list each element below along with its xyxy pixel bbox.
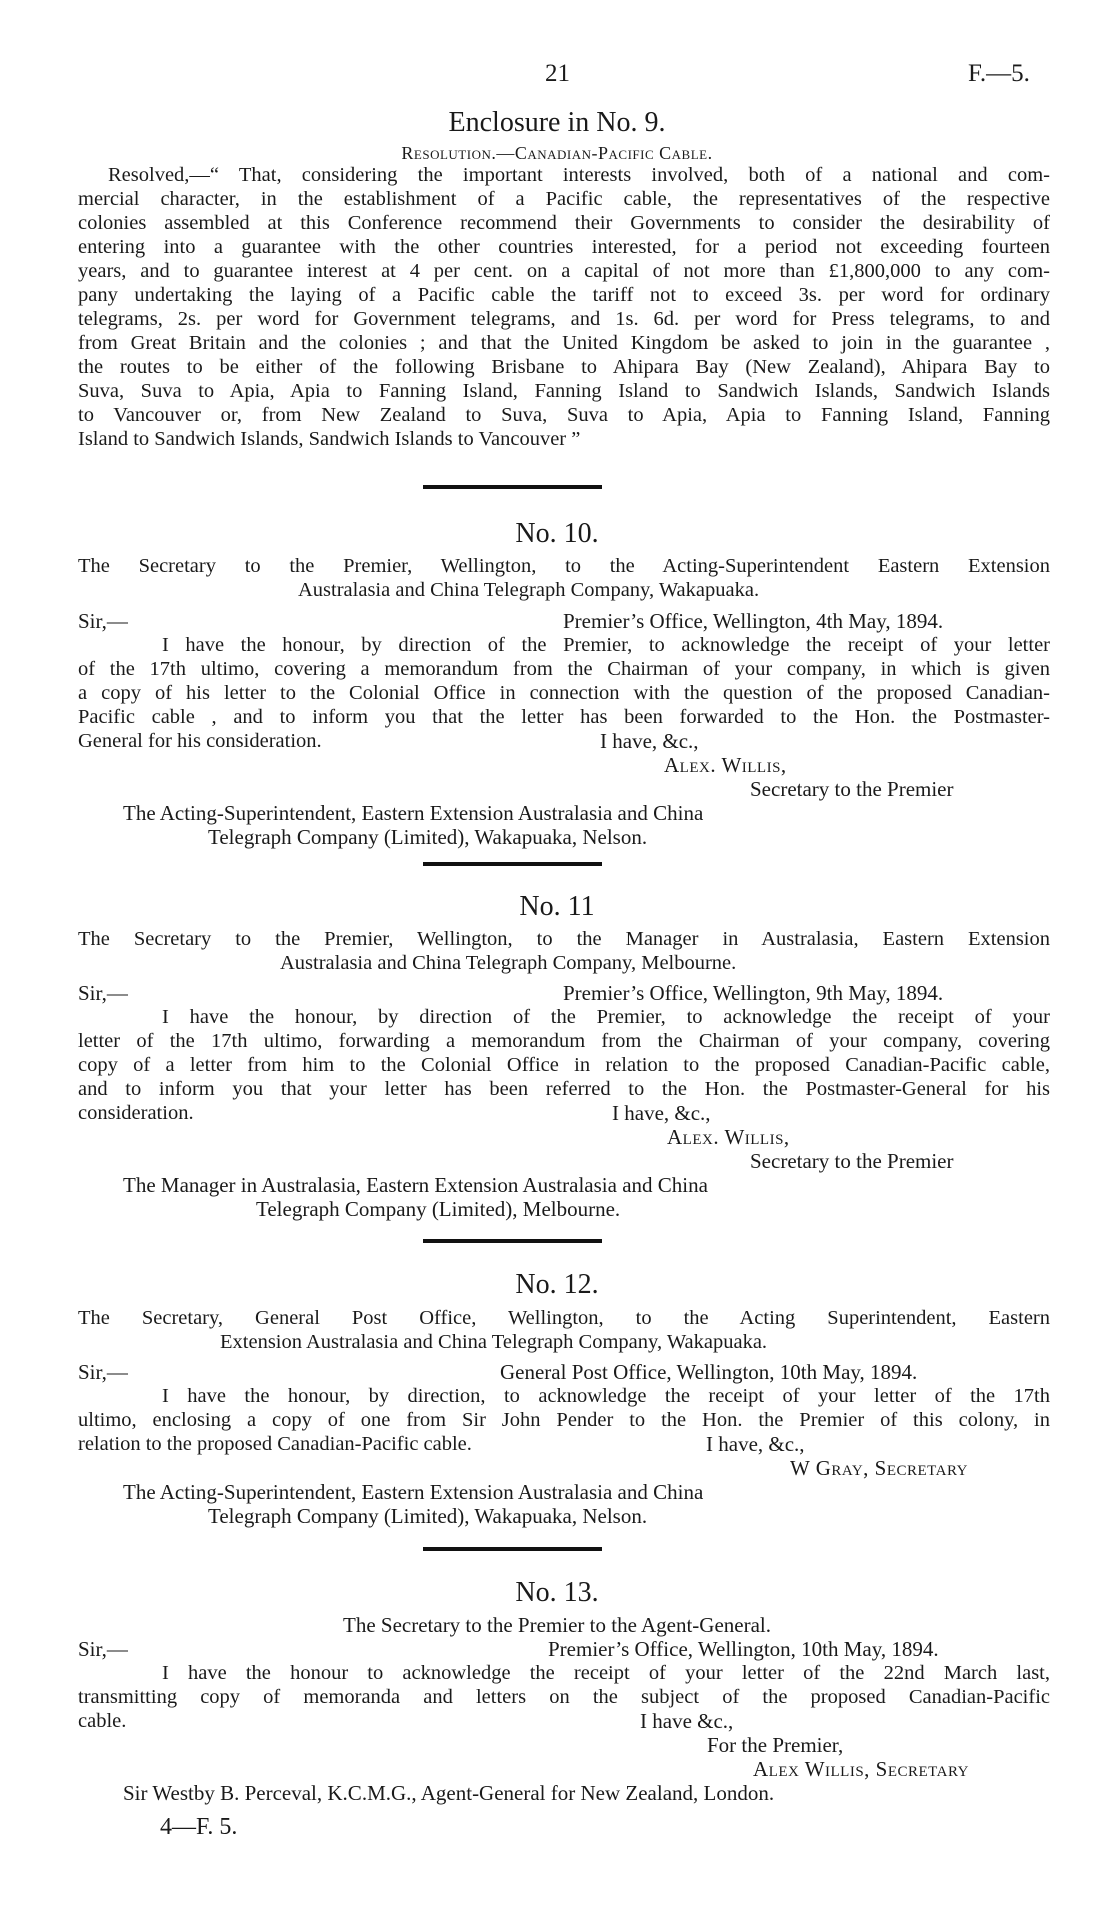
- body-line: Pacific cable , and to inform you that the letter has been forwarded to the Hon. the Postmaster-: [78, 706, 1050, 728]
- addressee-line: The Acting-Superintendent, Eastern Extension Australasia and China: [123, 1480, 704, 1504]
- salutation: Sir,—: [78, 1360, 128, 1384]
- signer-prefix: For the Premier,: [707, 1733, 844, 1757]
- addressee-line: The Manager in Australasia, Eastern Extension Australasia and China: [123, 1173, 708, 1197]
- closing: I have &c.,: [640, 1709, 734, 1733]
- signer-title: Secretary to the Premier: [750, 777, 954, 801]
- signer-title: Secretary to the Premier: [750, 1149, 954, 1173]
- letter-body: [78, 633, 1050, 753]
- document-reference: F.—5.: [968, 60, 1030, 87]
- letter-heading: [78, 1306, 1050, 1354]
- enclosure-subtitle: Resolution.—Canadian-Pacific Cable.: [401, 143, 713, 163]
- dateline: Premier’s Office, Wellington, 9th May, 1894.: [563, 981, 944, 1005]
- resolution-line: mercial character, in the establishment of a Pacific cable, the representatives of the respective: [78, 188, 1050, 210]
- body-line: consideration.: [78, 1102, 194, 1124]
- resolution-line: pany undertaking the laying of a Pacific cable the tariff not to exceed 3s. per word for ordinary: [78, 284, 1050, 306]
- section-divider: [423, 1239, 602, 1243]
- enclosure-title: Enclosure in No. 9.: [448, 107, 666, 138]
- dateline: General Post Office, Wellington, 10th May, 1894.: [500, 1360, 918, 1384]
- body-line: I have the honour, by direction, to acknowledge the receipt of your letter of the 17th: [162, 1385, 1050, 1407]
- closing: I have, &c.,: [600, 729, 699, 753]
- resolution-line: Suva, Suva to Apia, Apia to Fanning Island, Fanning Island to Sandwich Islands, Sandwich Islands: [78, 380, 1050, 402]
- heading-line: Extension Australasia and China Telegraph Company, Wakapuaka.: [220, 1331, 768, 1353]
- body-line: I have the honour, by direction of the Premier, to acknowledge the receipt of your: [162, 1006, 1050, 1028]
- letter-heading: The Secretary to the Premier to the Agent-General.: [343, 1613, 771, 1637]
- addressee-line: Telegraph Company (Limited), Wakapuaka, Nelson.: [208, 825, 648, 849]
- salutation: Sir,—: [78, 981, 128, 1005]
- letter-body: [78, 1384, 1050, 1456]
- body-line: General for his consideration.: [78, 730, 322, 752]
- letter-number: No. 13.: [515, 1577, 599, 1608]
- salutation: Sir,—: [78, 609, 128, 633]
- resolution-line: colonies assembled at this Conference recommend their Governments to consider the desirability of: [78, 212, 1050, 234]
- dateline: Premier’s Office, Wellington, 10th May, 1894.: [548, 1637, 939, 1661]
- closing: I have, &c.,: [612, 1101, 711, 1125]
- body-line: I have the honour to acknowledge the receipt of your letter of the 22nd March last,: [162, 1662, 1050, 1684]
- letter-body: [78, 1005, 1050, 1125]
- resolution-line: entering into a guarantee with the other countries interested, for a period not exceeding fourteen: [78, 236, 1050, 258]
- body-line: letter of the 17th ultimo, forwarding a memorandum from the Chairman of your company, covering: [78, 1030, 1050, 1052]
- signer: W Gray, Secretary: [790, 1456, 968, 1480]
- closing: I have, &c.,: [706, 1432, 805, 1456]
- body-line: of the 17th ultimo, covering a memorandum from the Chairman of your company, in which is given: [78, 658, 1050, 680]
- letter-number: No. 11: [519, 891, 595, 922]
- body-line: and to inform you that your letter has been referred to the Hon. the Postmaster-General for his: [78, 1078, 1050, 1100]
- resolution-line: Resolved,—“ That, considering the important interests involved, both of a national and com-: [108, 164, 1050, 186]
- letter-number: No. 12.: [515, 1269, 599, 1300]
- signer: Alex. Willis,: [664, 753, 787, 777]
- body-line: I have the honour, by direction of the Premier, to acknowledge the receipt of your letter: [162, 634, 1050, 656]
- section-divider: [423, 1547, 602, 1551]
- addressee-line: The Acting-Superintendent, Eastern Extension Australasia and China: [123, 801, 704, 825]
- body-line: copy of a letter from him to the Colonial Office in relation to the proposed Canadian-Pacific cable,: [78, 1054, 1050, 1076]
- section-divider: [423, 862, 602, 866]
- addressee-line: Telegraph Company (Limited), Melbourne.: [256, 1197, 621, 1221]
- section-divider: [423, 485, 602, 489]
- heading-line: The Secretary, General Post Office, Wellington, to the Acting Superintendent, Eastern: [78, 1307, 1050, 1329]
- signature-mark: 4—F. 5.: [160, 1814, 238, 1840]
- resolution-line: Island to Sandwich Islands, Sandwich Islands to Vancouver ”: [78, 428, 581, 450]
- letter-heading: [78, 554, 1050, 602]
- body-line: transmitting copy of memoranda and letters on the subject of the proposed Canadian-Pacific: [78, 1686, 1050, 1708]
- addressee-line: Telegraph Company (Limited), Wakapuaka, Nelson.: [208, 1504, 648, 1528]
- resolution-line: telegrams, 2s. per word for Government telegrams, and 1s. 6d. per word for Press telegrams, to and: [78, 308, 1050, 330]
- resolution-line: from Great Britain and the colonies ; and that the United Kingdom be asked to join in the guarantee ,: [78, 332, 1050, 354]
- resolution-line: to Vancouver or, from New Zealand to Suva, Suva to Apia, Apia to Fanning Island, Fanning: [78, 404, 1050, 426]
- letter-body: [78, 1661, 1050, 1733]
- letter-heading: [78, 927, 1050, 975]
- addressee-line: Sir Westby B. Perceval, K.C.M.G., Agent-General for New Zealand, London.: [123, 1781, 775, 1805]
- body-line: ultimo, enclosing a copy of one from Sir John Pender to the Hon. the Premier of this colony, in: [78, 1409, 1050, 1431]
- body-line: a copy of his letter to the Colonial Office in connection with the question of the proposed Canadian-: [78, 682, 1050, 704]
- page-number: 21: [545, 60, 570, 87]
- signer: Alex Willis, Secretary: [753, 1757, 969, 1781]
- body-line: cable.: [78, 1710, 127, 1732]
- salutation: Sir,—: [78, 1637, 128, 1661]
- letter-number: No. 10.: [515, 518, 599, 549]
- resolution-line: years, and to guarantee interest at 4 per cent. on a capital of not more than £1,800,000 to any com-: [78, 260, 1050, 282]
- heading-line: Australasia and China Telegraph Company, Wakapuaka.: [298, 579, 760, 601]
- signer: Alex. Willis,: [667, 1125, 790, 1149]
- dateline: Premier’s Office, Wellington, 4th May, 1894.: [563, 609, 944, 633]
- resolution-text: [78, 163, 1050, 451]
- heading-line: The Secretary to the Premier, Wellington, to the Manager in Australasia, Eastern Extension: [78, 928, 1050, 950]
- body-line: relation to the proposed Canadian-Pacific cable.: [78, 1433, 472, 1455]
- resolution-line: the routes to be either of the following Brisbane to Ahipara Bay (New Zealand), Ahipara Bay to: [78, 356, 1050, 378]
- heading-line: The Secretary to the Premier, Wellington, to the Acting-Superintendent Eastern Extension: [78, 555, 1050, 577]
- heading-line: Australasia and China Telegraph Company, Melbourne.: [280, 952, 737, 974]
